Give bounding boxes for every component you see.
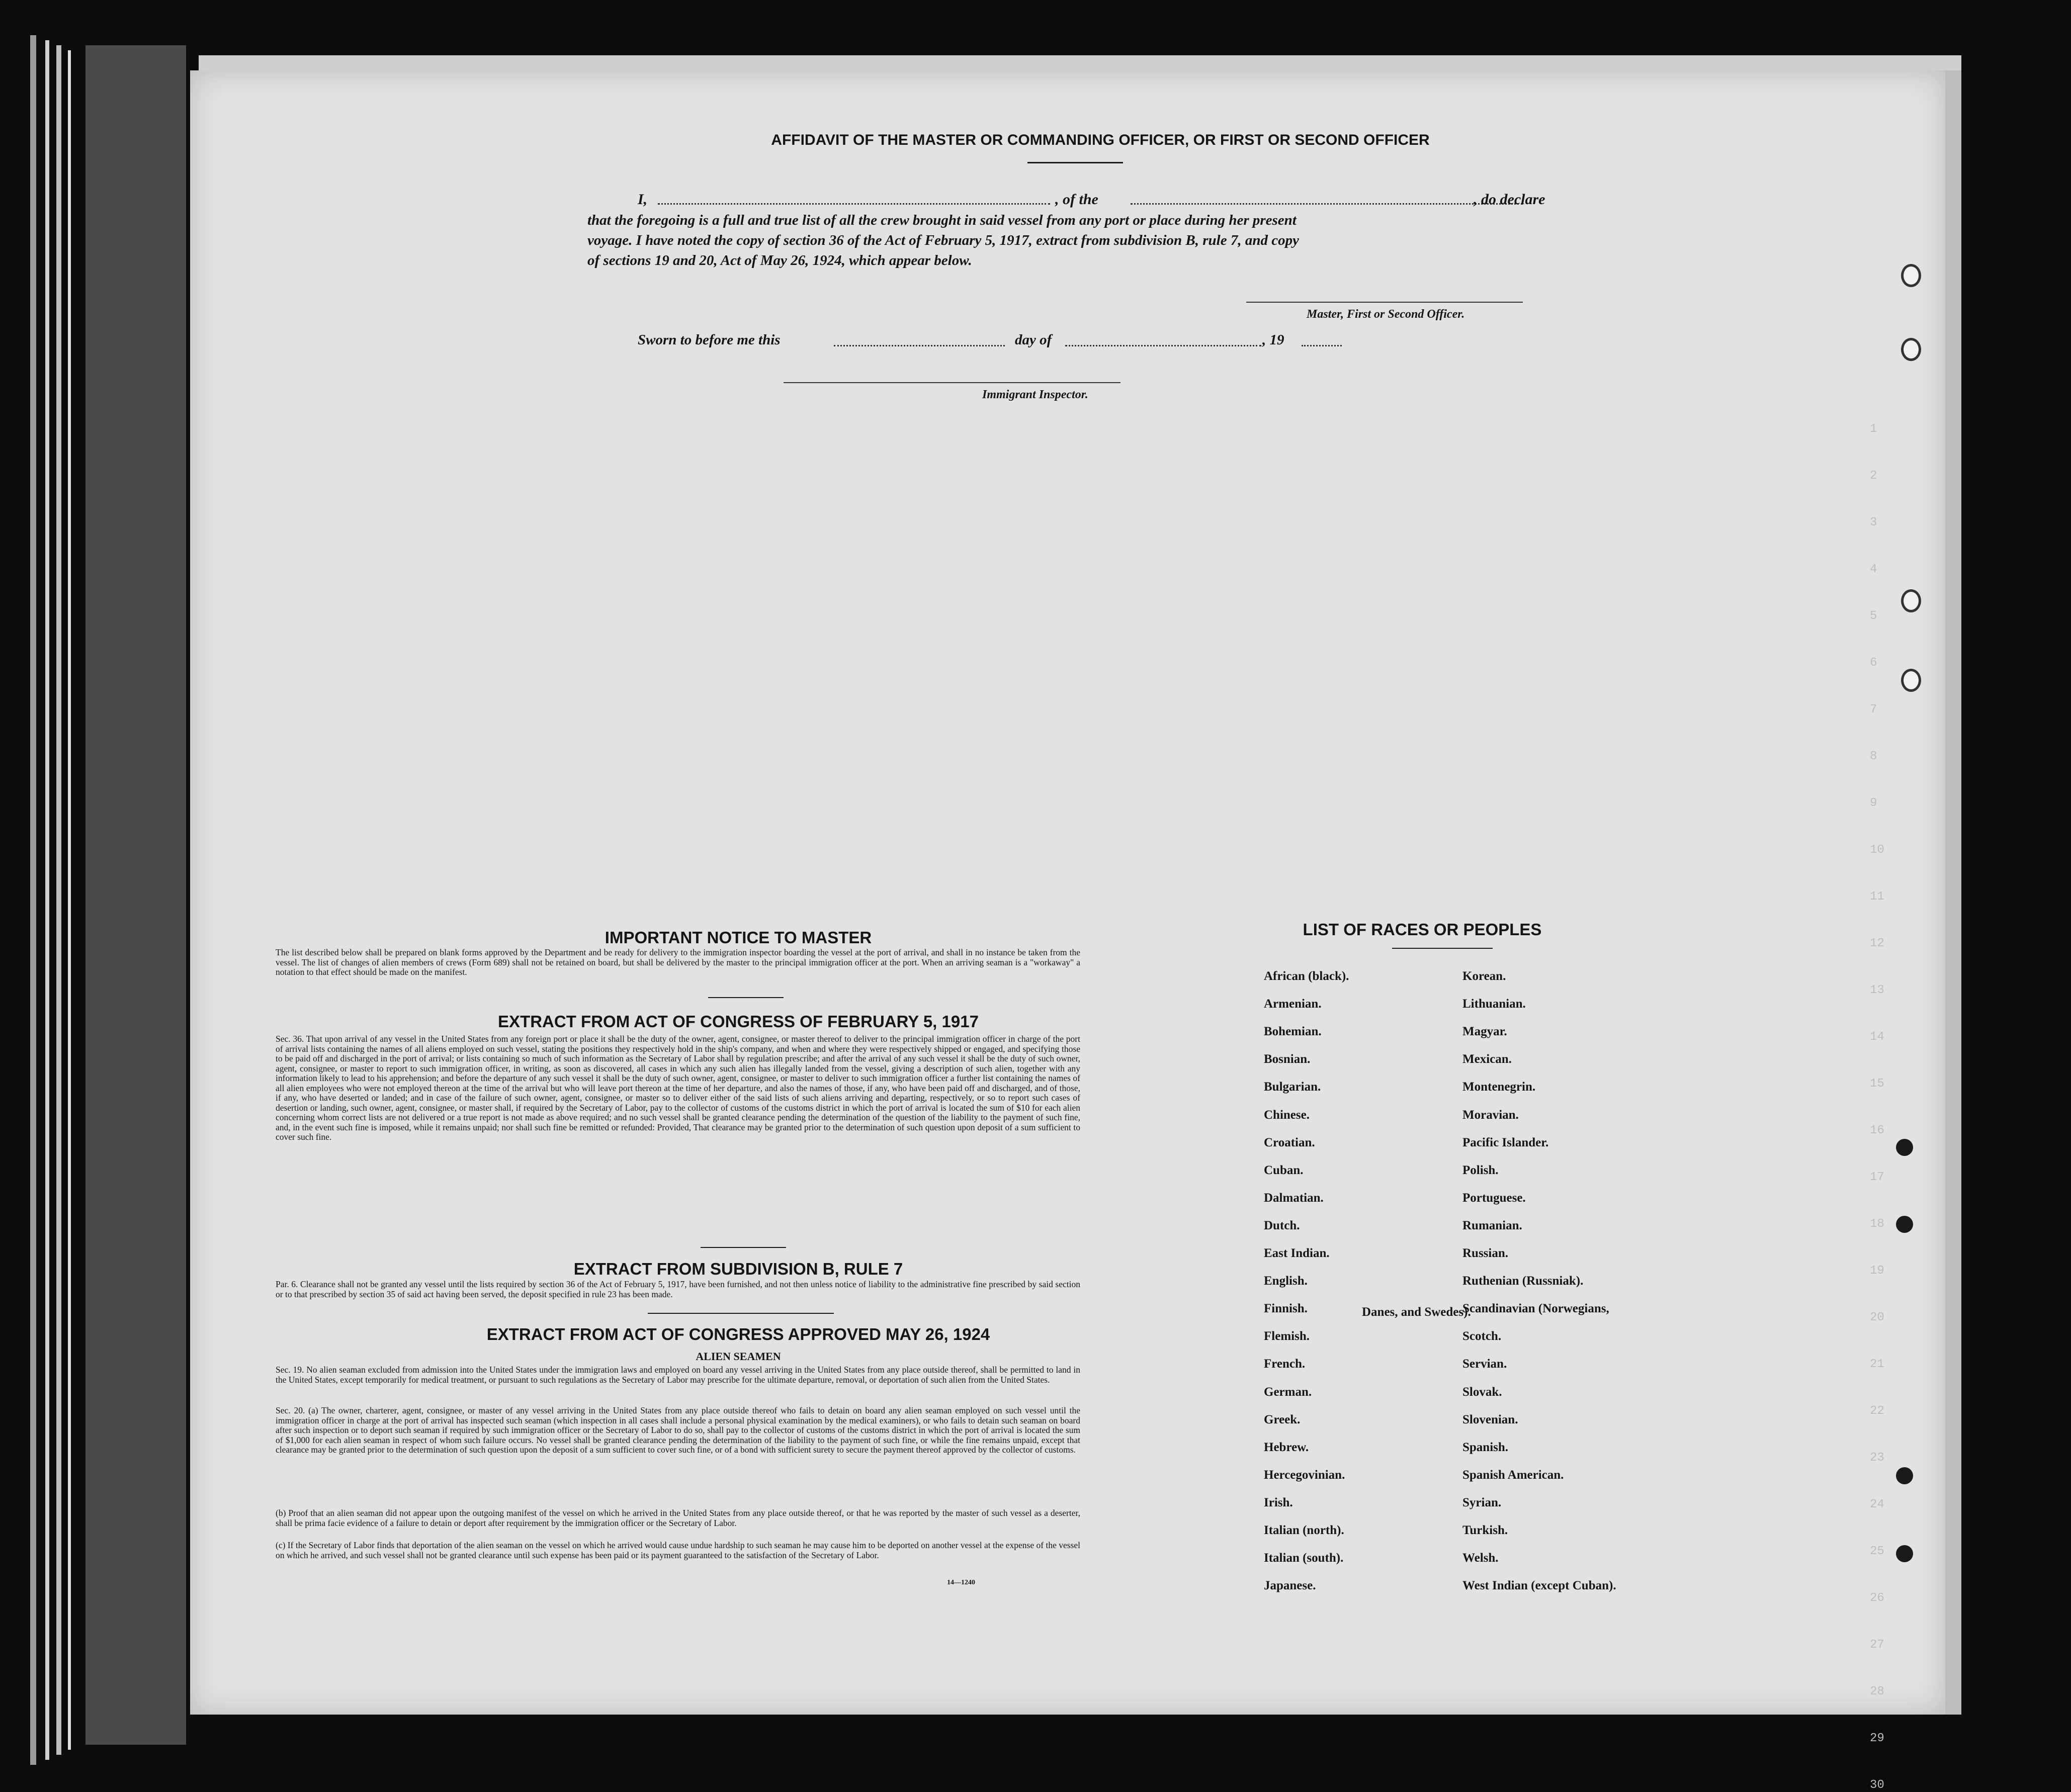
margin-number: 23 xyxy=(1870,1451,1884,1465)
races-rule xyxy=(1392,948,1493,949)
margin-number: 21 xyxy=(1870,1358,1884,1371)
race-item: Spanish. xyxy=(1462,1440,1509,1454)
book-edge xyxy=(30,35,36,1765)
sworn-month-blank[interactable] xyxy=(1065,345,1261,346)
affidavit-line3: voyage. I have noted the copy of section 36 of the Act of February 5, 1917, extract from subdivision B, rule 7, and copy xyxy=(587,232,1299,248)
extract-1924-subtitle: ALIEN SEAMEN xyxy=(696,1350,781,1363)
name-blank[interactable] xyxy=(658,203,1050,205)
margin-number: 8 xyxy=(1870,750,1877,763)
race-item: Cuban. xyxy=(1264,1163,1304,1177)
margin-number: 27 xyxy=(1870,1638,1884,1652)
race-item: Dalmatian. xyxy=(1264,1191,1324,1205)
margin-number: 20 xyxy=(1870,1311,1884,1324)
margin-number: 19 xyxy=(1870,1264,1884,1278)
margin-number: 10 xyxy=(1870,843,1884,857)
race-item: Ruthenian (Russniak). xyxy=(1462,1274,1584,1288)
affidavit-line4: of sections 19 and 20, Act of May 26, 1924, which appear below. xyxy=(587,252,972,268)
sworn-day: day of xyxy=(1015,332,1052,348)
race-continuation: Danes, and Swedes). xyxy=(1362,1305,1471,1319)
race-item: Moravian. xyxy=(1462,1108,1519,1122)
race-item: Slovenian. xyxy=(1462,1412,1518,1426)
binder-hole-dark xyxy=(1896,1216,1913,1233)
affidavit-line2: that the foregoing is a full and true list of all the crew brought in said vessel from any port or place during her present xyxy=(587,212,1297,228)
margin-number: 25 xyxy=(1870,1545,1884,1558)
race-item: Chinese. xyxy=(1264,1108,1310,1122)
margin-number: 17 xyxy=(1870,1171,1884,1184)
rule7-text: Par. 6. Clearance shall not be granted any vessel until the lists required by section 36 of the Act of February 5, 1917, have been furnished, and not then unless notice of liability to the administrative fine prescribed by said section or to that prescribed by section 35 of said act having been served, the deposit specified in rule 23 has been made. xyxy=(276,1279,1080,1299)
race-item: East Indian. xyxy=(1264,1246,1330,1260)
notice-text: The list described below shall be prepared on blank forms approved by the Department and be ready for delivery to the immigration inspector boarding the vessel at the port of arrival, and shall in no instance be taken from the vessel. The list of changes of alien members of crews (Form 689) shall not be retained on board, but shall be delivered by the master to the principal immigration officer at the port. When an arriving seaman is a "workaway" a notation to that effect should be made on the manifest. xyxy=(276,947,1080,977)
book-edge xyxy=(45,40,49,1760)
rule7-rule xyxy=(648,1313,834,1314)
notice-rule xyxy=(708,997,784,998)
inspector-label: Immigrant Inspector. xyxy=(982,388,1088,401)
binder-hole-dark xyxy=(1896,1467,1913,1484)
race-item: Bosnian. xyxy=(1264,1052,1311,1066)
affidavit-of-the: , of the xyxy=(1055,191,1098,208)
document-page xyxy=(190,70,1945,1792)
race-item: Italian (north). xyxy=(1264,1524,1344,1537)
race-item: Irish. xyxy=(1264,1495,1293,1509)
race-item: Rumanian. xyxy=(1462,1218,1522,1232)
race-item: Armenian. xyxy=(1264,997,1322,1011)
race-item: African (black). xyxy=(1264,969,1349,983)
race-item: Polish. xyxy=(1462,1163,1499,1177)
binder-hole xyxy=(1901,338,1921,361)
margin-number: 3 xyxy=(1870,516,1877,529)
margin-number: 5 xyxy=(1870,609,1877,623)
vessel-blank[interactable] xyxy=(1131,203,1523,205)
margin-number: 26 xyxy=(1870,1591,1884,1605)
race-item: Magyar. xyxy=(1462,1025,1507,1039)
margin-number: 7 xyxy=(1870,703,1877,716)
margin-number: 22 xyxy=(1870,1404,1884,1418)
race-item: Dutch. xyxy=(1264,1218,1300,1232)
affidavit-declare: , do declare xyxy=(1474,191,1545,208)
race-item: German. xyxy=(1264,1385,1312,1399)
extract-1917-rule xyxy=(701,1247,786,1248)
race-item: Greek. xyxy=(1264,1412,1301,1426)
sec20b-text: (b) Proof that an alien seaman did not appear upon the outgoing manifest of the vessel on which he arrived in the United States from any place outside thereof, or that he was reported by the master of such vessel as a deserter, shall be prima facie evidence of a failure to detain or deport after requirement by the immigration officer or the Secretary of Labor. xyxy=(276,1508,1080,1528)
margin-number: 28 xyxy=(1870,1685,1884,1698)
extract-1917-text: Sec. 36. That upon arrival of any vessel in the United States from any foreign port or place it shall be the duty of the owner, agent, consignee, or master thereof to deliver to the principal immigration officer in charge of the port of arrival lists containing the names of all aliens employed on such vessel, stating the positions they respectively hold in the ship's company, and when and where they were respectively shipped or engaged, and specifying those to be paid off and discharged in the port of arrival; or lists containing so much of such information as the Secretary of Labor shall by regulation prescribe; and after the arrival of any such vessel it shall be the duty of such owner, agent, consignee, or master to report to such immigration officer, in writing, as soon as discovered, all cases in which any such alien has illegally landed from the vessel, giving a description of such alien, together with any information likely to lead to his apprehension; and before the departure of any such vessel it shall be the duty of such owner, agent, consignee, or master to deliver to such immigration officer a further list containing the names of all alien employees who were not employed thereon at the time of the arrival but who will leave port thereon at the time of her departure, and also the names of those, if any, who have been paid off and discharged, and of those, if any, who have deserted or landed; and in case of the failure of such owner, agent, consignee, or master so to deliver either of the said lists of such aliens arriving and departing, respectively, or so to report such cases of desertion or landing, such owner, agent, consignee, or master shall, if required by the Secretary of Labor, pay to the collector of customs of the customs district in which the port of arrival is located the sum of $10 for each alien concerning whom correct lists are not delivered or a true report is not made as above required; and no such vessel shall be granted clearance pending the determination of the question of the liability to the payment of such fine, and, in the event such fine is imposed, while it remains unpaid; nor shall such fine be remitted or refunded: Provided, That clearance may be granted prior to the determination of such question upon deposit of a sum sufficient to cover such fine. xyxy=(276,1034,1080,1142)
margin-number: 12 xyxy=(1870,937,1884,950)
margin-number: 4 xyxy=(1870,563,1877,576)
sworn-prefix: Sworn to before me this xyxy=(638,332,781,348)
binder-hole-dark xyxy=(1896,1139,1913,1156)
sworn-date-blank[interactable] xyxy=(834,345,1005,346)
margin-number: 9 xyxy=(1870,796,1877,810)
race-item: Italian (south). xyxy=(1264,1551,1344,1565)
race-item: Korean. xyxy=(1462,969,1506,983)
race-item: Scotch. xyxy=(1462,1329,1502,1343)
race-item: Flemish. xyxy=(1264,1329,1310,1343)
affidavit-i: I, xyxy=(638,191,648,208)
title-rule xyxy=(1027,162,1123,163)
margin-number: 29 xyxy=(1870,1732,1884,1745)
signature-blank[interactable] xyxy=(1246,302,1523,303)
race-item: Scandinavian (Norwegians, xyxy=(1462,1302,1609,1316)
extract-1924-title: EXTRACT FROM ACT OF CONGRESS APPROVED MAY 26, 1924 xyxy=(486,1325,990,1343)
signature-label: Master, First or Second Officer. xyxy=(1307,308,1465,321)
margin-number: 2 xyxy=(1870,469,1877,483)
margin-number: 30 xyxy=(1870,1778,1884,1792)
margin-number: 14 xyxy=(1870,1030,1884,1044)
sec20c-text: (c) If the Secretary of Labor finds that deportation of the alien seaman on the vessel on which he arrived would cause undue hardship to such seaman he may cause him to be deported on another vessel at the expense of the vessel on which he arrived, and such vessel shall not be granted clearance until such expense has been paid or its payment guaranteed to the satisfaction of the Secretary of Labor. xyxy=(276,1540,1080,1560)
book-edge xyxy=(68,50,71,1750)
race-item: Montenegrin. xyxy=(1462,1080,1536,1094)
affidavit-title: AFFIDAVIT OF THE MASTER OR COMMANDING OFFICER, OR FIRST OR SECOND OFFICER xyxy=(771,132,1430,148)
margin-number: 18 xyxy=(1870,1217,1884,1231)
binder-hole xyxy=(1901,264,1921,287)
races-title: LIST OF RACES OR PEOPLES xyxy=(1303,920,1542,939)
margin-number: 16 xyxy=(1870,1124,1884,1137)
race-item: Welsh. xyxy=(1462,1551,1499,1565)
race-item: Bohemian. xyxy=(1264,1025,1322,1039)
sworn-year-blank[interactable] xyxy=(1302,345,1342,346)
race-item: Russian. xyxy=(1462,1246,1509,1260)
race-item: Mexican. xyxy=(1462,1052,1512,1066)
race-item: Lithuanian. xyxy=(1462,997,1526,1011)
margin-number: 1 xyxy=(1870,422,1877,436)
margin-number: 13 xyxy=(1870,983,1884,997)
margin-number: 15 xyxy=(1870,1077,1884,1091)
race-item: Spanish American. xyxy=(1462,1468,1564,1482)
margin-number: 11 xyxy=(1870,890,1884,904)
inspector-blank[interactable] xyxy=(784,382,1120,383)
race-item: Portuguese. xyxy=(1462,1191,1526,1205)
race-item: Turkish. xyxy=(1462,1524,1508,1537)
race-item: Hercegovinian. xyxy=(1264,1468,1345,1482)
notice-title: IMPORTANT NOTICE TO MASTER xyxy=(605,928,872,947)
sec19-text: Sec. 19. No alien seaman excluded from admission into the United States under the immigration laws and employed on board any vessel arriving in the United States from any place outside thereof, shall be permitted to land in the United States, except temporarily for medical treatment, or pursuant to such regulations as the Secretary of Labor may prescribe for the ultimate departure, removal, or deportation of such alien from the United States. xyxy=(276,1365,1080,1385)
race-item: Hebrew. xyxy=(1264,1440,1309,1454)
race-item: Pacific Islander. xyxy=(1462,1135,1549,1149)
race-item: French. xyxy=(1264,1357,1306,1371)
race-item: English. xyxy=(1264,1274,1308,1288)
rule7-title: EXTRACT FROM SUBDIVISION B, RULE 7 xyxy=(573,1260,903,1278)
binder-hole xyxy=(1901,669,1921,692)
race-item: Finnish. xyxy=(1264,1302,1308,1316)
race-item: West Indian (except Cuban). xyxy=(1462,1579,1616,1593)
sworn-year: , 19 xyxy=(1262,332,1284,348)
form-number: 14—1240 xyxy=(947,1579,975,1586)
race-item: Slovak. xyxy=(1462,1385,1502,1399)
race-item: Syrian. xyxy=(1462,1495,1502,1509)
race-item: Servian. xyxy=(1462,1357,1507,1371)
race-item: Japanese. xyxy=(1264,1579,1316,1593)
margin-number: 24 xyxy=(1870,1498,1884,1511)
book-edge xyxy=(56,45,61,1755)
extract-1917-title: EXTRACT FROM ACT OF CONGRESS OF FEBRUARY 5, 1917 xyxy=(498,1012,979,1031)
margin-number: 6 xyxy=(1870,656,1877,670)
race-item: Croatian. xyxy=(1264,1135,1315,1149)
sec20a-text: Sec. 20. (a) The owner, charterer, agent, consignee, or master of any vessel arriving in the United States from any place outside thereof who fails to detain on board any alien seaman employed on such vessel until the immigration officer in charge at the port of arrival has inspected such seaman (which inspection in all cases shall include a personal physical examination by the medical examiners), or who fails to detain such seaman on board after such inspection or to deport such seaman if required by such immigration officer or the Secretary of Labor to do so, shall pay to the collector of customs of the customs district in which the port of arrival is located the sum of $1,000 for each alien seaman in respect of whom such failure occurs. No vessel shall be granted clearance pending the determination of the liability to the payment of such fine, or while the fine remains unpaid, except that clearance may be granted prior to the determination of such question upon the deposit of a sum sufficient to cover such fine, or of a bond with sufficient surety to secure the payment thereof approved by the collector of customs. xyxy=(276,1405,1080,1455)
book-edge xyxy=(85,45,186,1745)
race-item: Bulgarian. xyxy=(1264,1080,1321,1094)
binder-hole-dark xyxy=(1896,1545,1913,1562)
binder-hole xyxy=(1901,589,1921,612)
